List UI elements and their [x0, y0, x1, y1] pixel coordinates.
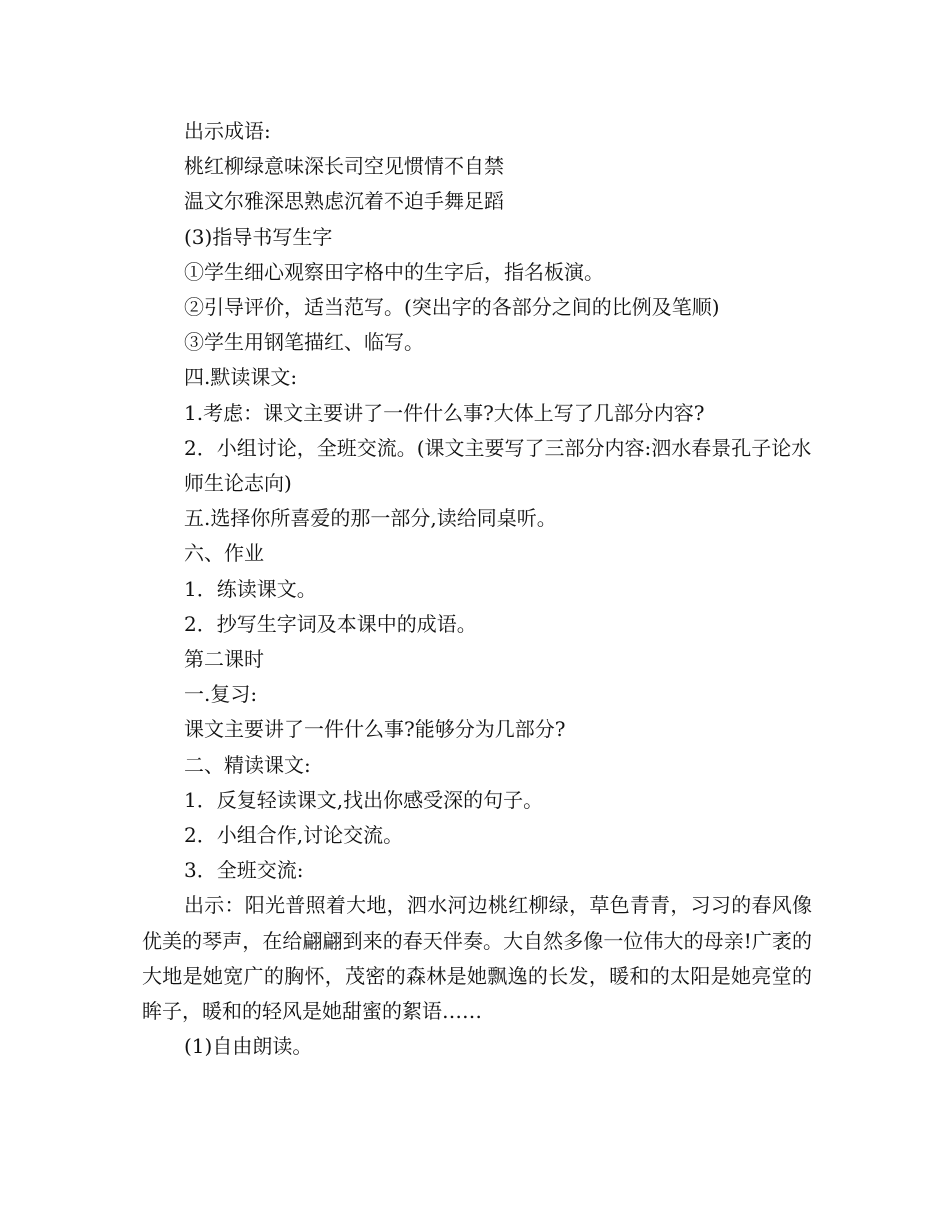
section-heading-choose-part: 五.选择你所喜爱的那一部分,读给同桌听。 — [184, 506, 557, 531]
section-heading-second-lesson: 第二课时 — [184, 647, 264, 672]
paragraph-idioms-row-2: 温文尔雅深思熟虑沉着不迫手舞足蹈 — [184, 189, 504, 214]
document-body — [142, 114, 812, 1064]
paragraph-think: 1.考虑：课文主要讲了一件什么事?大体上写了几部分内容? — [184, 400, 705, 425]
paragraph-step-2: ②引导评价，适当范写。(突出字的各部分之间的比例及笔顺) — [184, 295, 720, 320]
paragraph-discussion-continued: 师生论志向) — [184, 471, 292, 496]
paragraph-homework-2: 2．抄写生字词及本课中的成语。 — [184, 611, 477, 636]
paragraph-step-3: ③学生用钢笔描红、临写。 — [184, 330, 424, 355]
paragraph-free-reading: (1)自由朗读。 — [184, 1034, 313, 1059]
paragraph-close-reading-2: 2．小组合作,讨论交流。 — [184, 823, 404, 848]
paragraph-writing-guide: (3)指导书写生字 — [184, 224, 333, 249]
paragraph-close-reading-1: 1．反复轻读课文,找出你感受深的句子。 — [184, 787, 544, 812]
section-heading-silent-reading: 四.默读课文: — [184, 365, 298, 390]
section-heading-homework: 六、作业 — [184, 541, 264, 566]
paragraph-idioms-row-1: 桃红柳绿意味深长司空见惯情不自禁 — [184, 154, 504, 179]
paragraph-review-question: 课文主要讲了一件什么事?能够分为几部分? — [184, 717, 566, 742]
section-heading-review: 一.复习: — [184, 682, 258, 707]
paragraph-show-passage: 出示：阳光普照着大地，泗水河边桃红柳绿，草色青青，习习的春风像优美的琴声，在给翩翩到来的春天伴奏。大自然多像一位伟大的母亲!广袤的大地是她宽广的胸怀，茂密的森林是她飘逸的长发，暖和的太阳是她亮堂的眸子，暖和的轻风是她甜蜜的絮语…… — [142, 893, 812, 1024]
paragraph-group-discussion: 2．小组讨论，全班交流。(课文主要写了三部分内容:泗水春景孔子论水 — [184, 435, 812, 460]
section-heading-close-reading: 二、精读课文: — [184, 752, 311, 777]
paragraph-close-reading-3: 3．全班交流: — [184, 858, 304, 883]
paragraph-show-idioms: 出示成语: — [184, 119, 271, 143]
paragraph-homework-1: 1．练读课文。 — [184, 576, 317, 601]
paragraph-step-1: ①学生细心观察田字格中的生字后，指名板演。 — [184, 259, 604, 284]
